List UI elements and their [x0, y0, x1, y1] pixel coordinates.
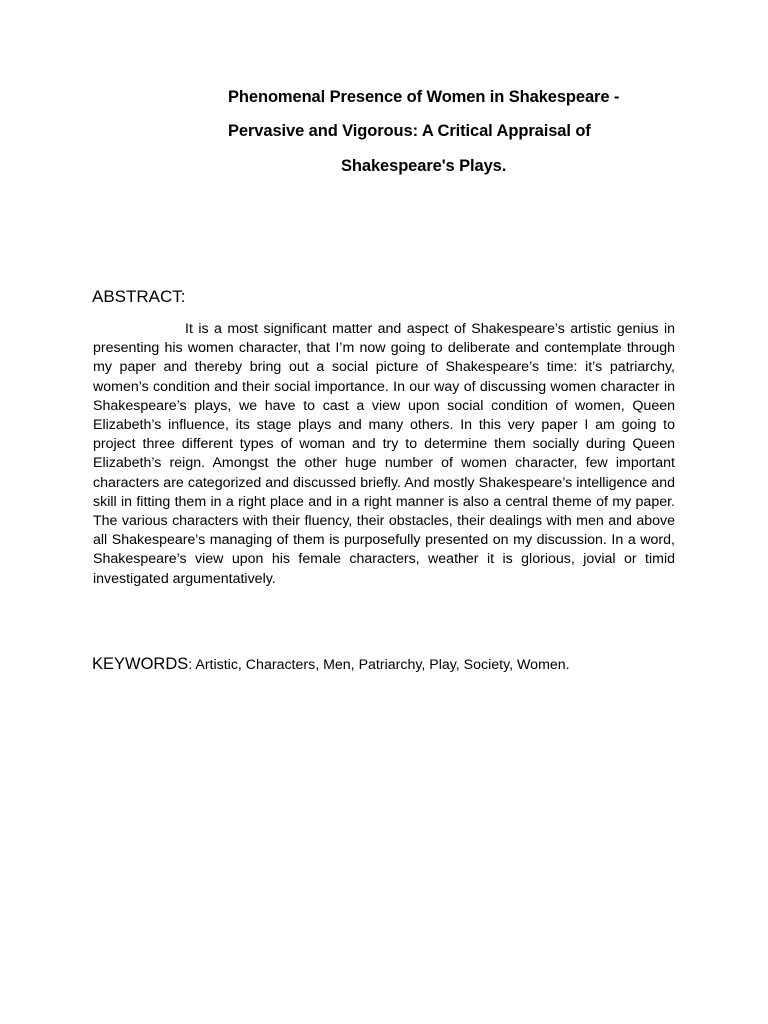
abstract-heading: ABSTRACT: — [92, 287, 186, 306]
title-line-2: Pervasive and Vigorous: A Critical Appraisal of — [228, 122, 591, 140]
keywords-line — [92, 655, 570, 674]
title-line-1: Phenomenal Presence of Women in Shakespeare - — [228, 88, 620, 106]
keywords-list: : Artistic, Characters, Men, Patriarchy, Play, Society, Women. — [188, 657, 570, 673]
title-line-3: Shakespeare's Plays. — [341, 157, 507, 175]
keywords-label: KEYWORDS — [92, 655, 189, 673]
abstract-paragraph: It is a most significant matter and aspect of Shakespeare’s artistic genius in presenting his women character, that I’m now going to deliberate and contemplate through my paper and thereby bring out a social picture of Shakespeare’s time: it’s patriarchy, women’s condition and their social importance. In our way of discussing women character in Shakespeare’s plays, we have to cast a view upon social condition of women, Queen Elizabeth’s influence, its stage plays and many others. In this very paper I am going to project three different types of woman and try to determine them socially during Queen Elizabeth’s reign. Amongst the other huge number of women character, few important characters are categorized and discussed briefly. And mostly Shakespeare’s intelligence and skill in fitting them in a right place and in a right manner is also a central theme of my paper. The various characters with their fluency, their obstacles, their dealings with men and above all Shakespeare's managing of them is purposefully presented on my discussion. In a word, Shakespeare’s view upon his female characters, weather it is glorious, jovial or timid investigated argumentatively. — [93, 321, 675, 587]
